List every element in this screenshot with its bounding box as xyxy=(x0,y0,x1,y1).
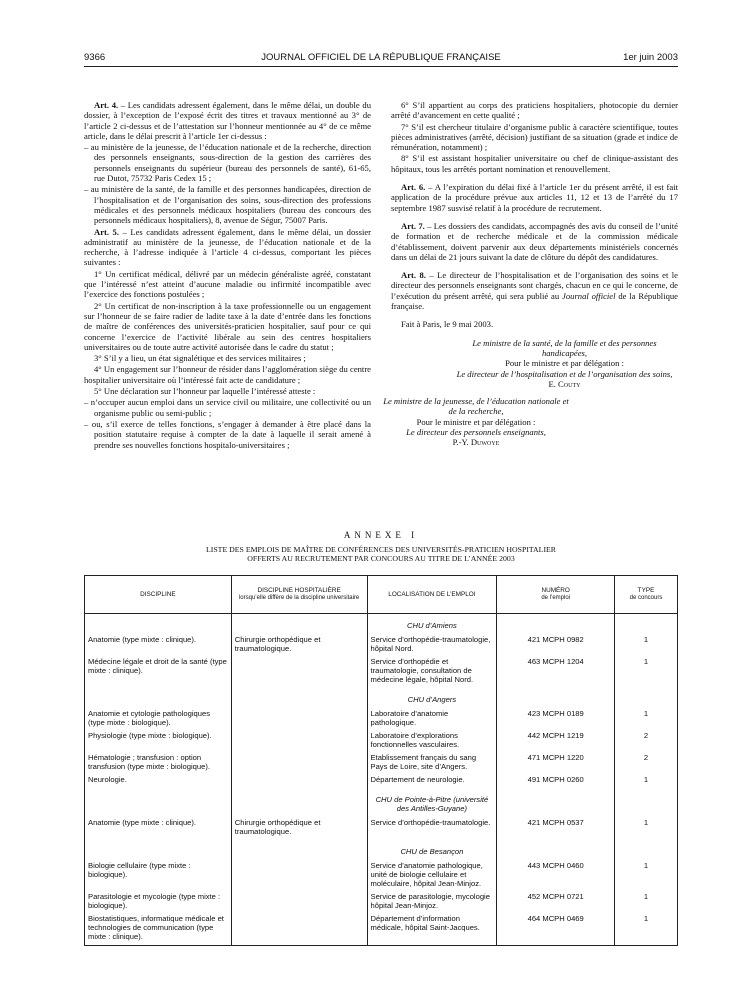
chu-name: CHU d’Amiens xyxy=(367,614,497,636)
chu-row xyxy=(85,840,678,861)
cell-number: 443 MCPH 0460 xyxy=(497,861,615,892)
signature-1-minister: Le ministre de la santé, de la famille et des personnes handicapées, xyxy=(472,337,657,358)
header-discipline: DISCIPLINE xyxy=(85,576,232,614)
signature-block-1 xyxy=(391,338,678,389)
chu-name: CHU de Besançon xyxy=(367,840,497,861)
right-column xyxy=(383,100,679,448)
signature-2-delegation: Pour le ministre et par délégation : xyxy=(416,416,536,427)
article-4-text: – Les candidats adressent également, dans le même délai, un double du dossier, à l’exception de l’exposé écrit des titres et travaux mentionné au 3° de l’article 2 ci-dessus et de l’attestation sur l’honneur mentionnée au 4° de ce même article, dans le délai prescrit à l’article 1er ci-dessus : xyxy=(84,100,371,141)
annexe-heading: ANNEXE I xyxy=(343,530,419,540)
table-row xyxy=(85,731,678,753)
cell-type: 2 xyxy=(615,753,678,775)
piece-1: 1° Un certificat médical, délivré par un médecin généraliste agréé, constatant que l’intéressé n’est atteint d’aucune maladie ou infirmité incompatible avec l’exercice des fonctions postulées ; xyxy=(84,268,371,300)
cell-type: 1 xyxy=(615,892,678,914)
header-hospital-main: DISCIPLINE HOSPITALIÈRE xyxy=(257,587,341,595)
cell-hospital-discipline: Chirurgie orthopédique et traumatologique. xyxy=(231,635,367,657)
chu-row xyxy=(85,614,678,636)
cell-type: 1 xyxy=(615,818,678,840)
piece-7: 7° S’il est chercheur titulaire d’organisme public à caractère scientifique, toutes pièces administratives (arrêté, décision) justifiant de sa situation (grade et indice de rémunération, notamment) ; xyxy=(391,121,678,153)
signature-1-role: Le directeur de l’hospitalisation et de l’organisation des soins, xyxy=(456,368,673,379)
table-row xyxy=(85,753,678,775)
cell-discipline: Biologie cellulaire (type mixte : biologique). xyxy=(85,861,232,892)
chu-name: CHU d’Angers xyxy=(367,688,497,709)
chu-row xyxy=(85,688,678,709)
header-type xyxy=(615,576,678,614)
annexe-title-line-2: OFFERTS AU RECRUTEMENT PAR CONCOURS AU TITRE DE L’ANNÉE 2003 xyxy=(247,554,515,564)
header-hospital-sub: lorsqu’elle diffère de la discipline universitaire xyxy=(238,594,360,601)
signature-block-2 xyxy=(381,396,571,447)
signature-2-role: Le directeur des personnels enseignants, xyxy=(406,427,546,438)
signature-2-name: P.-Y. Duwoye xyxy=(452,437,500,448)
cell-location: Laboratoire d’anatomie pathologique. xyxy=(367,709,497,731)
cell-location: Département de neurologie. xyxy=(367,775,497,788)
signature-1-name: E. Couty xyxy=(548,378,581,389)
cell-hospital-discipline xyxy=(231,731,367,753)
cell-number: 471 MCPH 1220 xyxy=(497,753,615,775)
article-8-text-b: de la République française. xyxy=(391,290,678,312)
cell-discipline: Anatomie (type mixte : clinique). xyxy=(85,818,232,840)
article-7-text: – Les dossiers des candidats, accompagnés des avis du conseil de l’unité de formation et de recherche médicale et de la commission médicale d’établissement, doivent parvenir aux deux départements ministériels concernés dans un délai de 21 jours suivant la date de clôture du dépôt des candidatures. xyxy=(391,220,679,262)
cell-discipline: Anatomie (type mixte : clinique). xyxy=(85,635,232,657)
table-row xyxy=(85,892,678,914)
cell-hospital-discipline xyxy=(231,914,367,946)
article-7-label: Art. 7. xyxy=(401,220,425,231)
article-8-text-a: – Le directeur de l’hospitalisation et de l’organisation des soins et le directeur des personnels enseignants sont chargés, chacun en ce qui le concerne, de l’exécution du présent arrêté, qui sera publié au xyxy=(391,270,678,301)
cell-location: Service d’anatomie pathologique, unité de biologie cellulaire et moléculaire, hôpital Jean-Minjoz. xyxy=(367,861,497,892)
cell-hospital-discipline: Chirurgie orthopédique et traumatologique. xyxy=(231,818,367,840)
article-8-journal: Journal officiel xyxy=(562,290,616,301)
cell-type: 1 xyxy=(615,861,678,892)
cell-hospital-discipline xyxy=(231,753,367,775)
piece-5-option-2: – ou, s’il exerce de telles fonctions, s’engager à demander à être placé dans la position statutaire requise à compter de la date à laquelle il serait amené à prendre ses nouvelles fonctions hospitalo-universitaires ; xyxy=(84,418,371,450)
article-6-label: Art. 6. xyxy=(401,182,426,193)
cell-location: Service de parasitologie, mycologie hôpital Jean-Minjoz. xyxy=(367,892,497,914)
place-date: Fait à Paris, le 9 mai 2003. xyxy=(401,319,494,330)
cell-type: 1 xyxy=(615,914,678,946)
header-number-sub: de l’emploi xyxy=(541,594,571,601)
cell-discipline: Médecine légale et droit de la santé (type mixte : clinique). xyxy=(85,657,232,688)
cell-location: Etablissement français du sang Pays de Loire, site d’Angers. xyxy=(367,753,497,775)
table-row xyxy=(85,657,678,688)
table-row xyxy=(85,914,678,946)
cell-hospital-discipline xyxy=(231,892,367,914)
cell-number: 421 MCPH 0537 xyxy=(497,818,615,840)
cell-location: Service d’orthopédie-traumatologie, hôpital Nord. xyxy=(367,635,497,657)
chu-row xyxy=(85,788,678,818)
cell-location: Service d’orthopédie-traumatologie. xyxy=(367,818,497,840)
cell-discipline: Anatomie et cytologie pathologiques (type mixte : biologique). xyxy=(85,709,232,731)
emplois-table xyxy=(84,575,678,946)
piece-4: 4° Un engagement sur l’honneur de résider dans l’agglomération siège du centre hospitalier universitaire où l’intéressé fait acte de candidature ; xyxy=(84,364,371,385)
article-4-address-2: – au ministère de la santé, de la famille et des personnes handicapées, direction de l’hospitalisation et de l’organisation des soins, sous-direction des professions médicales et des personnels médicaux hospitaliers (bureau des concours des personnels médicaux hospitaliers), 8, avenue de Ségur, 75007 Paris. xyxy=(84,184,371,226)
cell-number: 463 MCPH 1204 xyxy=(497,657,615,688)
article-4-label: Art. 4. xyxy=(94,100,119,110)
article-8 xyxy=(391,270,678,311)
piece-5-option-1: – n’occuper aucun emploi dans un service civil ou militaire, une collectivité ou un organisme public ou semi-public ; xyxy=(84,397,371,418)
piece-6: 6° S’il appartient au corps des praticiens hospitaliers, photocopie du dernier arrêté d’avancement en cette qualité ; xyxy=(391,100,678,121)
cell-number: 421 MCPH 0982 xyxy=(497,635,615,657)
annexe-title xyxy=(84,545,678,564)
article-5-label: Art. 5. xyxy=(94,226,119,237)
cell-number: 491 MCPH 0260 xyxy=(497,775,615,788)
article-7 xyxy=(391,221,678,262)
annexe-title-line-1: LISTE DES EMPLOIS DE MAÎTRE DE CONFÉRENCES DES UNIVERSITÉS-PRATICIEN HOSPITALIER xyxy=(205,545,557,554)
page-header xyxy=(84,52,678,66)
signature-2-minister: Le ministre de la jeunesse, de l’éducation nationale et de la recherche, xyxy=(383,396,569,417)
cell-number: 452 MCPH 0721 xyxy=(497,892,615,914)
article-5-text: – Les candidats adressent également, dans le même délai, un dossier administratif au ministère de la jeunesse, de l’éducation nationale et de la recherche, à l’adresse indiquée à l’article 4 ci-dessus, comportant les pièces suivantes : xyxy=(84,226,372,268)
cell-discipline: Parasitologie et mycologie (type mixte : biologique). xyxy=(85,892,232,914)
header-rule xyxy=(84,66,678,67)
article-4-address-1: – au ministère de la jeunesse, de l’éducation nationale et de la recherche, direction des personnels enseignants, sous-direction de la gestion des carrières des personnels enseignants du supérieur (bureau des personnels de santé), 61-65, rue Dutot, 75732 Paris Cedex 15 ; xyxy=(84,142,371,184)
cell-number: 442 MCPH 1219 xyxy=(497,731,615,753)
table-row xyxy=(85,861,678,892)
cell-discipline: Biostatistiques, informatique médicale et technologies de communication (type mixte : clinique). xyxy=(85,914,232,946)
left-column xyxy=(84,100,371,451)
piece-2: 2° Un certificat de non-inscription à la taxe professionnelle ou un engagement sur l’honneur de se faire radier de ladite taxe à la date d’entrée dans les fonctions de maître de conférences des universités-praticien hospitalier, sauf pour ce qui concerne l’exercice de l’activité libérale au sein des centres hospitaliers universitaires ou de toute autre activité autorisée dans le cadre du statut ; xyxy=(84,300,371,352)
table-header-row xyxy=(85,576,678,614)
article-4 xyxy=(84,100,371,141)
signature-1-delegation: Pour le ministre et par délégation : xyxy=(505,358,624,369)
table-row xyxy=(85,709,678,731)
cell-discipline: Neurologie. xyxy=(85,775,232,788)
cell-location: Laboratoire d’explorations fonctionnelles vasculaires. xyxy=(367,731,497,753)
journal-title: JOURNAL OFFICIEL DE LA RÉPUBLIQUE FRANÇAISE xyxy=(261,52,501,63)
piece-3: 3° S’il y a lieu, un état signalétique et des services militaires ; xyxy=(94,353,306,364)
cell-location: Département d’information médicale, hôpital Saint-Jacques. xyxy=(367,914,497,946)
issue-date: 1er juin 2003 xyxy=(623,52,678,63)
page-number: 9366 xyxy=(84,52,106,63)
article-6 xyxy=(391,182,678,213)
table-row xyxy=(85,818,678,840)
piece-5: 5° Une déclaration sur l’honneur par laquelle l’intéressé atteste : xyxy=(94,386,316,397)
cell-type: 1 xyxy=(615,635,678,657)
header-type-main: TYPE xyxy=(637,587,655,595)
header-location: LOCALISATION DE L’EMPLOI xyxy=(367,576,497,614)
header-number xyxy=(497,576,615,614)
header-number-main: NUMÉRO xyxy=(541,587,570,595)
article-5 xyxy=(84,227,371,268)
piece-8: 8° S’il est assistant hospitalier universitaire ou chef de clinique-assistant des hôpitaux, tous les arrêtés portant nomination et renouvellement. xyxy=(391,153,678,174)
cell-type: 1 xyxy=(615,657,678,688)
article-8-label: Art. 8. xyxy=(401,270,426,281)
cell-type: 1 xyxy=(615,775,678,788)
cell-hospital-discipline xyxy=(231,861,367,892)
table-row xyxy=(85,635,678,657)
cell-type: 1 xyxy=(615,709,678,731)
cell-location: Service d’orthopédie et traumatologie, consultation de médecine légale, hôpital Nord. xyxy=(367,657,497,688)
cell-hospital-discipline xyxy=(231,657,367,688)
cell-type: 2 xyxy=(615,731,678,753)
table-row xyxy=(85,775,678,788)
cell-number: 423 MCPH 0189 xyxy=(497,709,615,731)
header-type-sub: de concours xyxy=(629,594,663,601)
header-hospital-discipline xyxy=(231,576,367,614)
chu-name: CHU de Pointe-à-Pitre (université des Antilles-Guyane) xyxy=(367,788,497,818)
cell-hospital-discipline xyxy=(231,775,367,788)
cell-number: 464 MCPH 0469 xyxy=(497,914,615,946)
cell-discipline: Physiologie (type mixte : biologique). xyxy=(85,731,232,753)
cell-hospital-discipline xyxy=(231,709,367,731)
cell-discipline: Hématologie ; transfusion : option transfusion (type mixte : biologique). xyxy=(85,753,232,775)
article-6-text: – A l’expiration du délai fixé à l’article 1er du présent arrêté, il est fait application de la procédure prévue aux articles 11, 12 et 13 de l’arrêté du 17 septembre 1987 susvisé relatif à la procédure de recrutement. xyxy=(391,182,678,213)
